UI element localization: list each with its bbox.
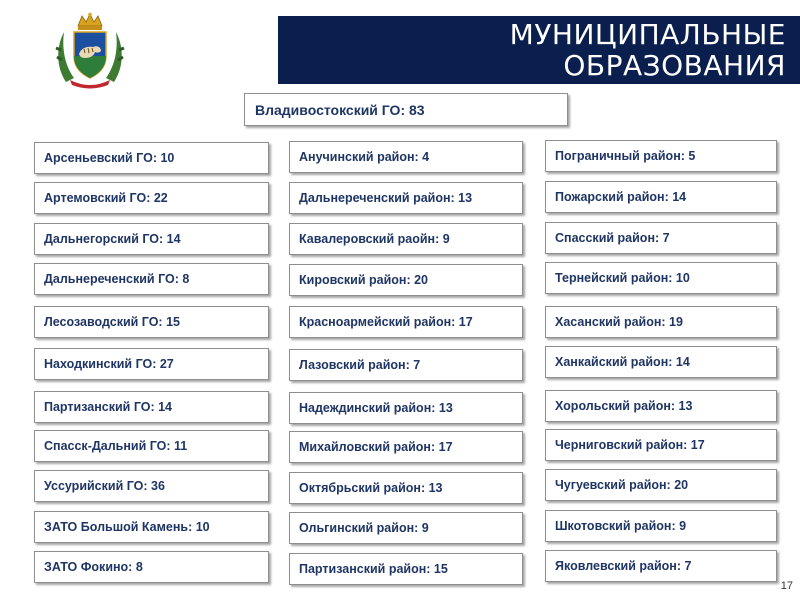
right-municipality-item: Спасский район: 7 (545, 222, 777, 254)
primorsky-krai-coat-of-arms-icon (54, 12, 126, 90)
middle-municipality-item: Дальнереченский район: 13 (289, 182, 523, 214)
middle-municipality-item: Кавалеровский раойн: 9 (289, 223, 523, 255)
right-municipality-item: Хасанский район: 19 (545, 306, 777, 338)
middle-municipality-item: Красноармейский район: 17 (289, 306, 523, 338)
title-line-1: МУНИЦИПАЛЬНЫЕ (509, 18, 786, 51)
right-municipality-item: Чугуевский район: 20 (545, 469, 777, 501)
title-banner (278, 16, 800, 84)
middle-municipality-item: Надеждинский район: 13 (289, 392, 523, 424)
left-municipality-item: Находкинский ГО: 27 (34, 348, 269, 380)
main-municipality-box: Владивостокский ГО: 83 (244, 93, 568, 126)
right-municipality-item: Пожарский район: 14 (545, 181, 777, 213)
middle-municipality-item: Ольгинский район: 9 (289, 512, 523, 544)
left-municipality-item: Арсеньевский ГО: 10 (34, 142, 269, 174)
right-municipality-item: Черниговский район: 17 (545, 429, 777, 461)
middle-municipality-item: Октябрьский район: 13 (289, 472, 523, 504)
left-municipality-item: ЗАТО Фокино: 8 (34, 551, 269, 583)
middle-municipality-item: Анучинский район: 4 (289, 141, 523, 173)
middle-municipality-item: Партизанский район: 15 (289, 553, 523, 585)
right-municipality-item: Тернейский район: 10 (545, 262, 777, 294)
left-municipality-item: Уссурийский ГО: 36 (34, 470, 269, 502)
right-municipality-item: Яковлевский район: 7 (545, 550, 777, 582)
middle-municipality-item: Лазовский район: 7 (289, 349, 523, 381)
left-municipality-item: Дальнереченский ГО: 8 (34, 263, 269, 295)
right-municipality-item: Ханкайский район: 14 (545, 346, 777, 378)
right-municipality-item: Шкотовский район: 9 (545, 510, 777, 542)
left-municipality-item: Дальнегорский ГО: 14 (34, 223, 269, 255)
right-municipality-item: Пограничный район: 5 (545, 140, 777, 172)
right-municipality-item: Хорольский район: 13 (545, 390, 777, 422)
left-municipality-item: Артемовский ГО: 22 (34, 182, 269, 214)
left-municipality-item: Спасск-Дальний ГО: 11 (34, 430, 269, 462)
title-line-2: ОБРАЗОВАНИЯ (563, 49, 786, 82)
left-municipality-item: Партизанский ГО: 14 (34, 391, 269, 423)
left-municipality-item: ЗАТО Большой Камень: 10 (34, 511, 269, 543)
middle-municipality-item: Михайловский район: 17 (289, 431, 523, 463)
left-municipality-item: Лесозаводский ГО: 15 (34, 306, 269, 338)
page-number: 17 (780, 580, 793, 592)
middle-municipality-item: Кировский район: 20 (289, 264, 523, 296)
